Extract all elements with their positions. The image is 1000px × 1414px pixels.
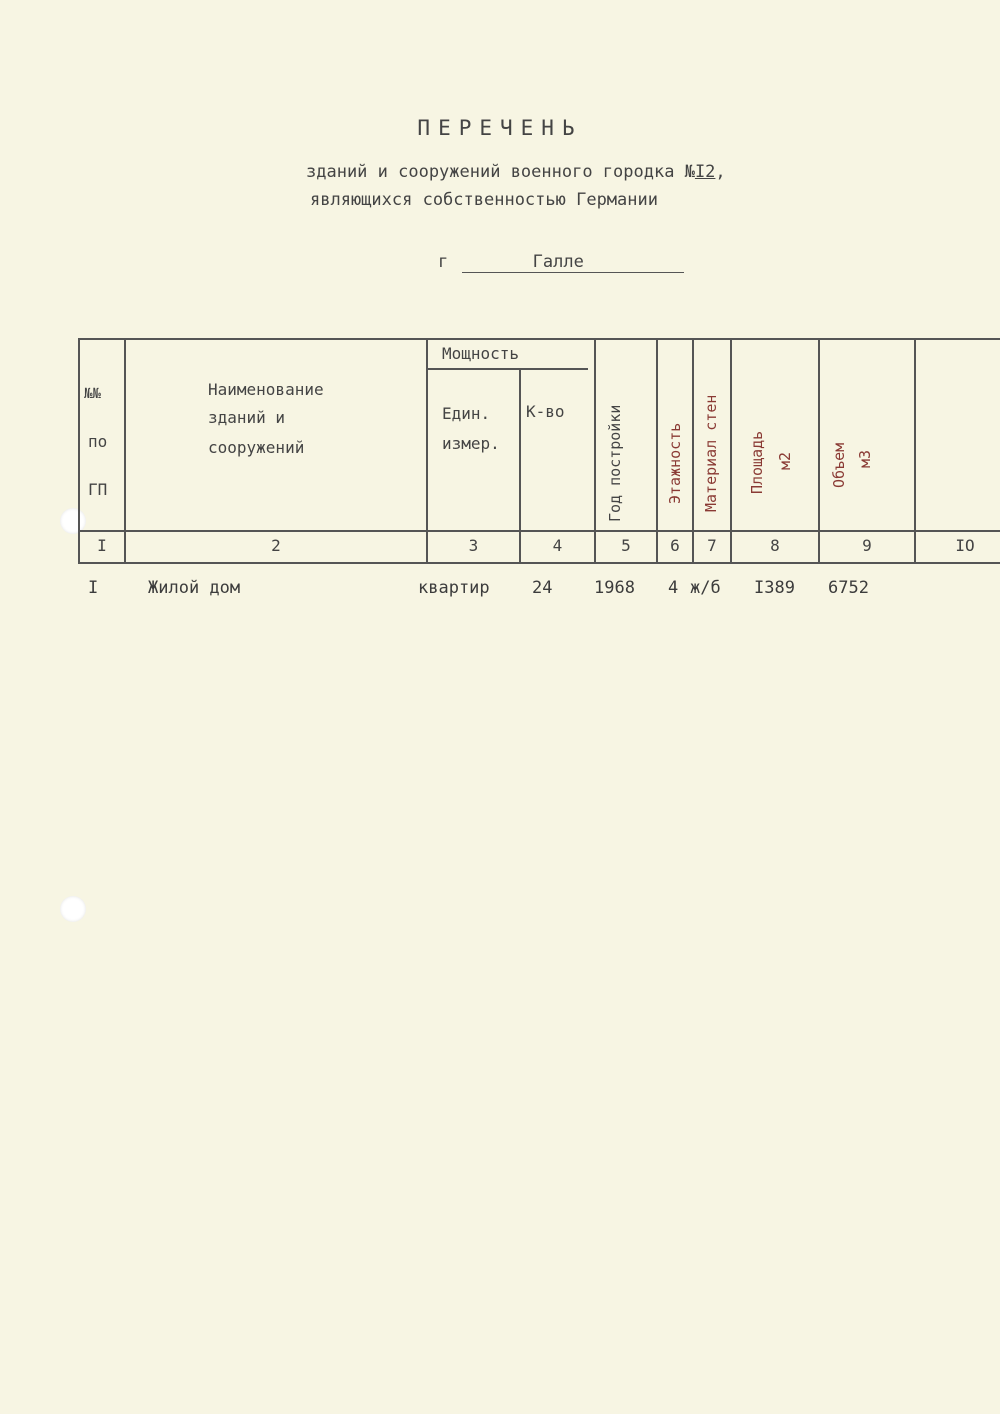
subtitle-prefix: зданий и сооружений военного городка № [306, 162, 695, 182]
header-col9-line1: Объем [830, 442, 848, 488]
column-number: 7 [707, 536, 717, 555]
header-col1-line2: по [88, 432, 108, 451]
col-divider [730, 338, 732, 564]
table-top-line [78, 338, 1000, 340]
city-label: г [438, 252, 449, 272]
column-number: 6 [670, 536, 680, 555]
col-divider [818, 338, 820, 564]
header-bottom-line [78, 530, 1000, 532]
column-number: 5 [621, 536, 631, 555]
row-number: I [88, 578, 99, 598]
header-col4: К-во [526, 402, 565, 421]
table-left-line [78, 338, 80, 564]
header-col1-line3: ГП [88, 480, 108, 499]
row-volume: 6752 [828, 578, 869, 598]
row-name: Жилой дом [148, 578, 241, 598]
column-number: 2 [271, 536, 281, 555]
colnum-bottom-line [78, 562, 1000, 564]
col-divider [594, 338, 596, 564]
column-number: 9 [862, 536, 872, 555]
col-divider [914, 338, 916, 564]
row-year: 1968 [594, 578, 635, 598]
document-title: ПЕРЕЧЕНЬ [417, 116, 583, 140]
header-col1-line1: №№ [84, 386, 101, 402]
header-col3-line2: измер. [442, 434, 500, 453]
document-subtitle-line2: являющихся собственностью Германии [310, 190, 658, 210]
city-name: Галле [462, 252, 684, 273]
col-divider [656, 338, 658, 564]
col-divider [426, 338, 428, 564]
col-divider [692, 338, 694, 564]
header-col3-line1: Един. [442, 404, 491, 423]
col-divider [124, 338, 126, 564]
column-number: 8 [770, 536, 780, 555]
header-col2-line2: зданий и [208, 408, 286, 427]
garrison-number: I2 [694, 162, 716, 182]
row-area: I389 [754, 578, 795, 598]
header-col5: Год постройки [606, 404, 624, 522]
row-unit: квартир [418, 578, 490, 598]
row-floors: 4 [668, 578, 679, 598]
col-divider [519, 370, 521, 564]
header-col2-line1: Наименование [208, 380, 324, 399]
header-col9-line2: м3 [856, 449, 874, 468]
header-power-group: Мощность [442, 344, 520, 363]
header-col7: Материал стен [702, 394, 720, 512]
header-col8-line1: Площадь [748, 430, 766, 494]
header-col6: Этажность [666, 422, 684, 504]
column-number: 4 [552, 536, 563, 555]
subtitle-suffix: , [715, 162, 726, 182]
power-group-line [428, 368, 588, 370]
header-col8-line2: м2 [776, 451, 794, 470]
column-number: IO [955, 536, 975, 555]
column-number: 3 [468, 536, 479, 555]
row-qty: 24 [532, 578, 553, 598]
column-number: I [97, 536, 107, 555]
row-material: ж/б [690, 578, 721, 598]
header-col2-line3: сооружений [208, 438, 305, 457]
